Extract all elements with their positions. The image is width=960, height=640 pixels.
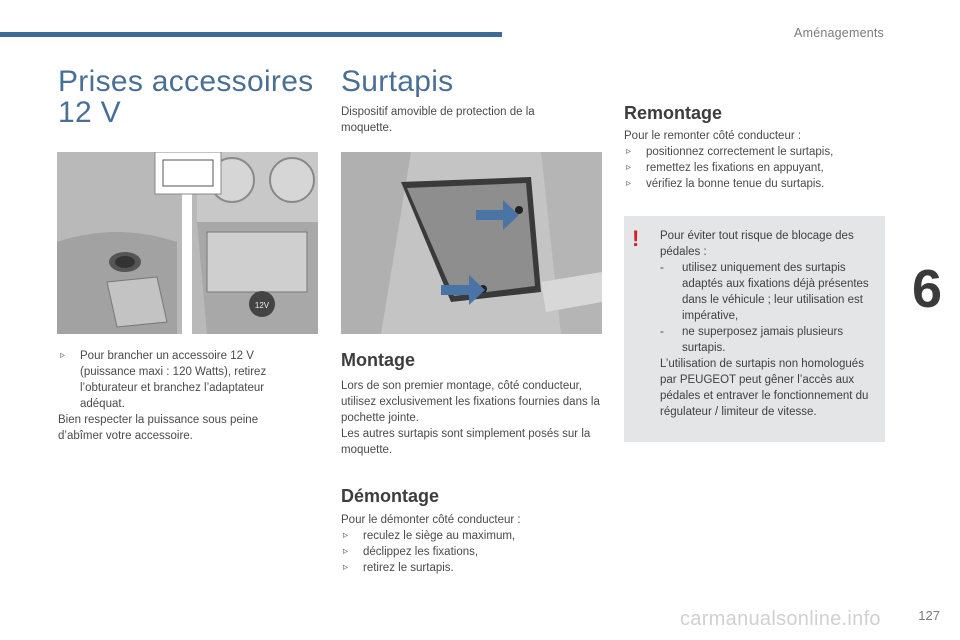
header-accent-bar [0,32,502,37]
watermark: carmanualsonline.info [680,608,881,630]
remontage-text [624,128,886,192]
console-illustration [57,152,318,334]
left-instructions [58,348,293,444]
bullet-item [624,176,886,192]
remontage-intro: Pour le remonter côté conducteur : [624,130,802,142]
bullet-item [624,160,886,176]
demontage-text [341,512,603,576]
warning-intro: Pour éviter tout risque de blocage des pédales : [660,230,854,258]
bullet-marker-icon: ▹ [626,178,632,189]
remontage-heading: Remontage [624,103,723,123]
bullet-text: reculez le siège au maximum, [363,530,516,542]
note-text: Bien respecter la puissance sous peine d’abîmer votre accessoire. [58,414,259,442]
dash-marker: - [660,262,664,274]
demontage-heading: Démontage [341,486,440,506]
bullet-item [624,144,886,160]
floor-mat-photo [341,152,602,334]
montage-heading: Montage [341,350,415,370]
bullet-item [58,348,293,412]
bullet-text: positionnez correctement le surtapis, [646,146,834,158]
section-title: Aménagements [794,26,884,40]
bullet-text: Pour brancher un accessoire 12 V (puissance maxi : 120 Watts), retirez l’obturateur et branchez l’adaptateur adéquat. [80,350,267,410]
page-number: 127 [918,608,940,623]
montage-text [341,378,603,458]
bullet-text: remettez les fixations en appuyant, [646,162,824,174]
socket-photo [57,152,318,334]
dash-marker: - [660,326,664,338]
warning-icon: ! [632,226,640,251]
bullet-text: retirez le surtapis. [363,562,454,574]
demontage-intro: Pour le démonter côté conducteur : [341,514,521,526]
montage-paragraph: Les autres surtapis sont simplement posés sur la moquette. [341,428,591,456]
bullet-text: vérifiez la bonne tenue du surtapis. [646,178,825,190]
chapter-number: 6 [911,259,942,319]
middle-title: Surtapis [341,65,454,98]
warning-item-text: ne superposez jamais plusieurs surtapis. [682,326,844,354]
bullet-marker-icon: ▹ [60,350,66,361]
warning-text [660,228,880,420]
bullet-text: déclippez les fixations, [363,546,479,558]
bullet-item [341,528,603,544]
warning-item [660,260,880,324]
bullet-item [341,560,603,576]
bullet-marker-icon: ▹ [343,530,349,541]
bullet-marker-icon: ▹ [343,546,349,557]
intro-text: Dispositif amovible de protection de la moquette. [341,106,535,134]
bullet-marker-icon: ▹ [626,146,632,157]
warning-item [660,324,880,356]
plug-label: 12V [254,301,270,310]
montage-paragraph: Lors de son premier montage, côté conducteur, utilisez exclusivement les fixations fournies dans la pochette jointe. [341,380,600,424]
left-title: Prises accessoires 12 V [58,65,314,129]
warning-outro: L’utilisation de surtapis non homologués par PEUGEOT peut gêner l’accès aux pédales et entraver le fonctionnement du régulateur / limiteur de vitesse. [660,358,869,418]
bullet-marker-icon: ▹ [626,162,632,173]
bullet-marker-icon: ▹ [343,562,349,573]
floor-mat-illustration [341,152,602,334]
warning-item-text: utilisez uniquement des surtapis adaptés aux fixations déjà présentes dans le véhicule ; leur utilisation est impérative, [682,262,869,322]
bullet-item [341,544,603,560]
